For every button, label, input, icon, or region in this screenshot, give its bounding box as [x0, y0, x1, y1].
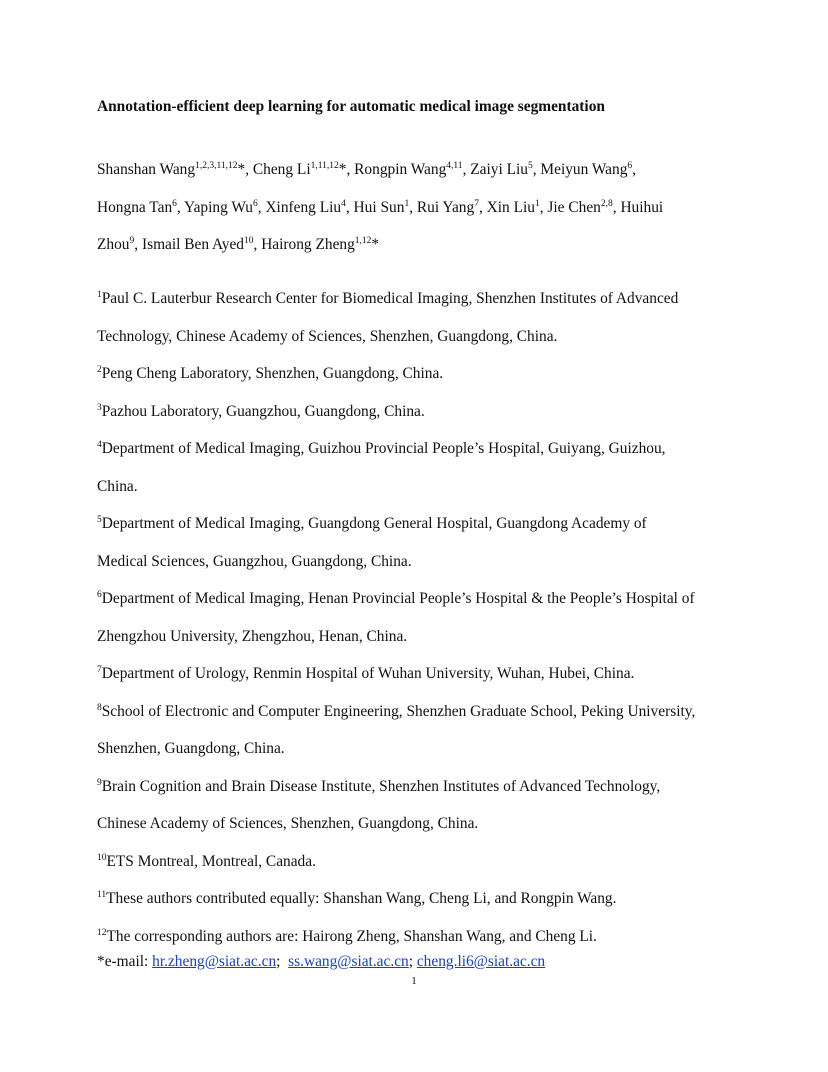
affiliation-number: 3: [97, 402, 102, 413]
author-list: [97, 151, 757, 264]
author-affiliation-marker: 1,12: [354, 235, 372, 246]
author-name: Yaping Wu: [184, 198, 253, 216]
email-separator: ;: [276, 953, 289, 970]
email-link-zheng[interactable]: hr.zheng@siat.ac.cn: [152, 953, 277, 970]
affiliation-line: [97, 655, 777, 693]
affiliation-text: School of Electronic and Computer Engineering, Shenzhen Graduate School, Peking University,: [101, 702, 696, 720]
affiliation-number: 5: [97, 514, 102, 525]
author-line: [97, 189, 757, 227]
affiliation-line: [97, 505, 777, 543]
author-name: Hongna Tan: [97, 198, 173, 216]
author-name: Xinfeng Liu: [265, 198, 342, 216]
affiliation-number: 12: [97, 927, 107, 938]
author-line: [97, 226, 757, 264]
affiliation-line: [97, 318, 777, 356]
author-separator: ,: [345, 198, 354, 216]
affiliation-text: ETS Montreal, Montreal, Canada.: [106, 852, 316, 870]
author-separator: ,: [409, 198, 417, 216]
affiliation-number: 10: [97, 852, 107, 863]
author-affiliation-marker: 4,11: [446, 160, 463, 171]
author-name: Shanshan Wang: [97, 161, 196, 178]
author-name: Hairong Zheng: [261, 236, 355, 253]
email-line: [97, 952, 545, 972]
corresponding-mark: *: [338, 161, 347, 178]
affiliation-line: [97, 393, 777, 431]
affiliation-text: Peng Cheng Laboratory, Shenzhen, Guangdong, China.: [101, 365, 444, 382]
affiliation-number: 6: [97, 589, 102, 600]
affiliation-line: [97, 355, 777, 393]
affiliation-text: Pazhou Laboratory, Guangzhou, Guangdong, China.: [101, 402, 425, 420]
affiliation-number: 1: [97, 289, 102, 300]
email-link-li[interactable]: cheng.li6@siat.ac.cn: [416, 953, 546, 970]
author-name: Zhou: [97, 236, 130, 253]
affiliation-line: [97, 918, 777, 956]
affiliation-line: [97, 768, 777, 806]
author-affiliation-marker: 9: [129, 235, 135, 246]
affiliation-text: Brain Cognition and Brain Disease Institute, Shenzhen Institutes of Advanced Technology,: [101, 777, 661, 795]
affiliation-line: [97, 730, 777, 768]
affiliation-text: Department of Urology, Renmin Hospital of Wuhan University, Wuhan, Hubei, China.: [101, 665, 635, 682]
affiliation-number: 4: [97, 439, 102, 450]
author-name: Rui Yang: [416, 198, 475, 216]
author-separator: ,: [176, 198, 185, 216]
affiliation-text: Medical Sciences, Guangzhou, Guangdong, China.: [97, 552, 412, 570]
affiliation-number: 2: [97, 364, 102, 375]
author-name: Xin Liu: [486, 198, 535, 216]
author-affiliation-marker: 10: [243, 235, 254, 246]
affiliation-line: [97, 468, 777, 506]
author-separator: ,: [257, 198, 266, 216]
affiliation-number: 8: [97, 702, 102, 713]
author-name: Ismail Ben Ayed: [141, 236, 244, 253]
author-separator: ,: [462, 161, 471, 178]
author-name: Huihui: [620, 198, 664, 216]
author-name: Hui Sun: [353, 198, 405, 216]
affiliation-text: Zhengzhou University, Zhengzhou, Henan, China.: [97, 627, 408, 645]
author-separator: ,: [612, 198, 621, 216]
author-line: [97, 151, 757, 189]
affiliation-list: [97, 280, 777, 955]
author-affiliation-marker: 7: [474, 198, 479, 209]
affiliation-line: [97, 280, 777, 318]
affiliation-text: China.: [97, 477, 138, 495]
affiliation-text: Department of Medical Imaging, Guizhou Provincial People’s Hospital, Guiyang, Guizhou,: [101, 440, 666, 457]
affiliation-line: [97, 843, 777, 881]
page-number: 1: [411, 975, 417, 987]
email-prefix: *e-mail:: [97, 953, 153, 970]
author-affiliation-marker: 6: [252, 198, 258, 209]
corresponding-mark: *: [237, 161, 246, 178]
affiliation-line: [97, 618, 777, 656]
affiliation-text: Technology, Chinese Academy of Sciences, Shenzhen, Guangdong, China.: [97, 327, 558, 345]
author-separator: ,: [539, 198, 548, 216]
author-affiliation-marker: 5: [527, 160, 533, 171]
affiliation-line: [97, 580, 777, 618]
affiliation-text: Department of Medical Imaging, Guangdong General Hospital, Guangdong Academy of: [101, 515, 647, 532]
affiliation-text: Shenzhen, Guangdong, China.: [97, 740, 285, 757]
author-affiliation-marker: 4: [341, 198, 346, 209]
author-affiliation-marker: 6: [627, 160, 633, 171]
affiliation-text: Paul C. Lauterbur Research Center for Biomedical Imaging, Shenzhen Institutes of Advanced: [101, 290, 679, 307]
email-separator: ;: [408, 953, 417, 970]
affiliation-line: [97, 543, 777, 581]
author-separator: ,: [532, 161, 541, 178]
author-affiliation-marker: 1,11,12: [310, 160, 339, 171]
affiliation-text: Chinese Academy of Sciences, Shenzhen, Guangdong, China.: [97, 815, 479, 832]
affiliation-line: [97, 805, 777, 843]
affiliation-number: 7: [97, 664, 102, 675]
affiliation-line: [97, 430, 777, 468]
affiliation-line: [97, 880, 777, 918]
email-link-wang[interactable]: ss.wang@siat.ac.cn: [288, 953, 409, 970]
affiliation-text: The corresponding authors are: Hairong Zheng, Shanshan Wang, and Cheng Li.: [106, 927, 597, 945]
author-affiliation-marker: 1: [534, 198, 540, 209]
paper-title: Annotation-efficient deep learning for automatic medical image segmentation: [97, 98, 605, 115]
author-name: Jie Chen: [547, 198, 601, 216]
author-affiliation-marker: 6: [172, 198, 177, 209]
author-name: Zaiyi Liu: [470, 161, 528, 178]
author-name: Cheng Li: [252, 161, 311, 178]
author-affiliation-marker: 1: [404, 198, 410, 209]
author-affiliation-marker: 1,2,3,11,12: [195, 160, 238, 171]
author-separator: ,: [346, 161, 355, 178]
author-affiliation-marker: 2,8: [600, 198, 613, 209]
author-separator: ,: [134, 236, 142, 253]
author-name: Meiyun Wang: [540, 161, 628, 178]
affiliation-text: These authors contributed equally: Shanshan Wang, Cheng Li, and Rongpin Wang.: [106, 890, 617, 907]
affiliation-text: Department of Medical Imaging, Henan Provincial People’s Hospital & the People’s Hospital of: [101, 590, 695, 607]
author-separator: ,: [478, 198, 487, 216]
corresponding-mark: *: [371, 236, 380, 253]
author-separator: ,: [253, 236, 262, 253]
author-separator: ,: [245, 161, 253, 178]
affiliation-number: 11: [97, 889, 107, 900]
affiliation-line: [97, 693, 777, 731]
affiliation-number: 9: [97, 777, 102, 788]
author-name: Rongpin Wang: [354, 161, 447, 178]
author-separator: ,: [632, 161, 636, 178]
